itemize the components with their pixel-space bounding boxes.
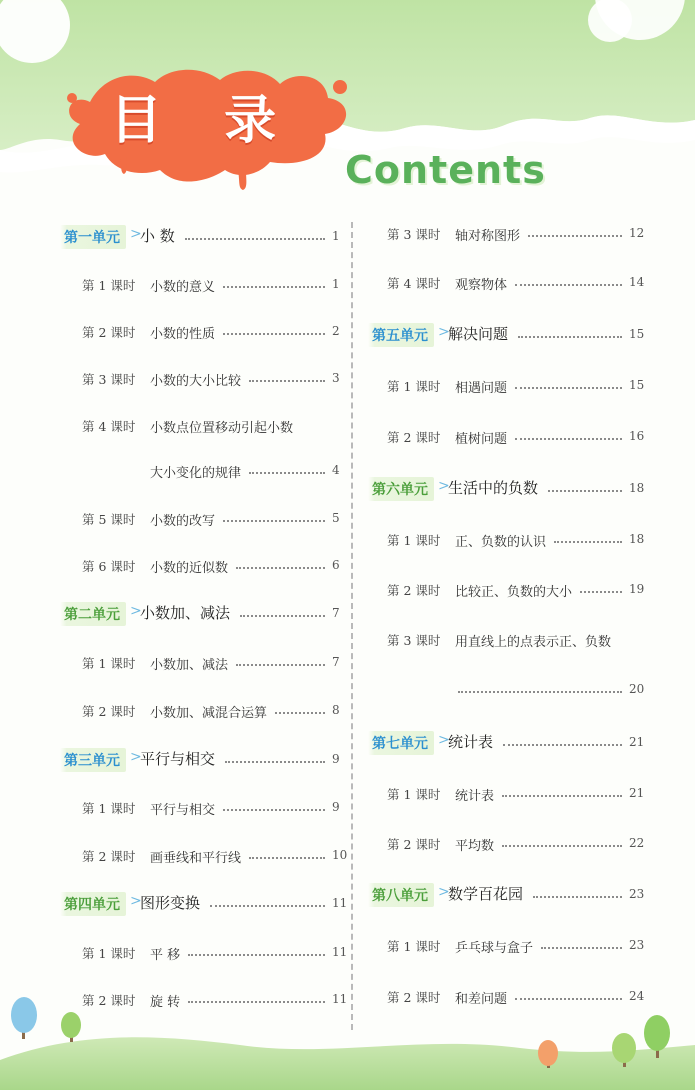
- leader-dots: [503, 744, 622, 746]
- leader-dots: [515, 998, 622, 1000]
- toc-lesson-row: [0, 581, 695, 601]
- toc-lesson-row: [0, 531, 695, 551]
- unit-label: 第二单元: [60, 602, 126, 626]
- lesson-title: 小数的改写: [150, 514, 216, 529]
- lesson-number: 第 2 课时: [387, 430, 441, 445]
- toc-lesson-row: [0, 702, 695, 722]
- lesson-number: 第 3 课时: [82, 372, 136, 387]
- toc-lesson-row: [0, 835, 695, 855]
- lesson-title: 轴对称图形: [455, 229, 521, 244]
- page-number: 7: [332, 606, 340, 620]
- toc-unit-row: [0, 326, 695, 346]
- page-number: 23: [629, 938, 645, 952]
- chevron-right-icon: >: [438, 324, 450, 340]
- page-number: 22: [629, 836, 645, 850]
- lesson-number: 第 2 课时: [82, 849, 136, 864]
- lesson-number: 第 1 课时: [82, 946, 136, 961]
- unit-title: 平行与相交: [140, 750, 216, 768]
- lesson-title: 小数的性质: [150, 327, 216, 342]
- toc-unit-row: [0, 734, 695, 754]
- page-number: 1: [332, 277, 340, 291]
- page-number: 9: [332, 800, 340, 814]
- page-number: 7: [332, 655, 340, 669]
- unit-label: 第六单元: [368, 477, 434, 501]
- toc-unit-row: [0, 886, 695, 906]
- lesson-title: 植树问题: [455, 432, 508, 447]
- lesson-title: 平行与相交: [150, 803, 216, 818]
- leader-dots: [541, 947, 622, 949]
- unit-label: 第四单元: [60, 892, 126, 916]
- page-number: 15: [629, 327, 645, 341]
- lesson-number: 第 1 课时: [82, 656, 136, 671]
- leader-dots: [533, 896, 622, 898]
- page-number: 12: [629, 226, 645, 240]
- toc-lesson-row: [0, 988, 695, 1008]
- page-number: 21: [629, 735, 645, 749]
- page-number: 11: [332, 945, 348, 959]
- leader-dots: [515, 284, 622, 286]
- page-number: 11: [332, 992, 348, 1006]
- leader-dots: [548, 490, 622, 492]
- lesson-number: 第 3 课时: [387, 227, 441, 242]
- lesson-number: 第 2 课时: [387, 583, 441, 598]
- lesson-number: 第 5 课时: [82, 512, 136, 527]
- lesson-number: 第 1 课时: [387, 533, 441, 548]
- lesson-title: 小数的意义: [150, 280, 216, 295]
- chevron-right-icon: >: [130, 749, 142, 765]
- unit-label: 第一单元: [60, 225, 126, 249]
- leader-dots: [240, 615, 325, 617]
- leader-dots: [458, 691, 622, 693]
- chevron-right-icon: >: [438, 732, 450, 748]
- lesson-title: 用直线上的点表示正、负数: [455, 635, 612, 650]
- toc-lesson-row: [0, 785, 695, 805]
- lesson-number: 第 1 课时: [387, 787, 441, 802]
- lesson-title: 旋 转: [150, 995, 181, 1010]
- unit-label: 第五单元: [368, 323, 434, 347]
- lesson-number: 第 1 课时: [387, 939, 441, 954]
- chevron-right-icon: >: [438, 478, 450, 494]
- page-number: 15: [629, 378, 645, 392]
- lesson-title: 小数点位置移动引起小数: [150, 421, 294, 436]
- lesson-title: 统计表: [455, 789, 495, 804]
- lesson-title: 小数的大小比较: [150, 374, 242, 389]
- lesson-number: 第 2 课时: [387, 837, 441, 852]
- lesson-title: 和差问题: [455, 992, 508, 1007]
- lesson-title: 乒乓球与盒子: [455, 941, 534, 956]
- lesson-title: 比较正、负数的大小: [455, 585, 573, 600]
- lesson-number: 第 4 课时: [387, 276, 441, 291]
- lesson-title: 正、负数的认识: [455, 535, 547, 550]
- unit-title: 小数加、减法: [140, 604, 231, 622]
- page-number: 23: [629, 887, 645, 901]
- lesson-number: 第 2 课时: [387, 990, 441, 1005]
- page-title-en: Contents: [345, 148, 546, 192]
- unit-title: 统计表: [448, 733, 494, 751]
- page-number: 24: [629, 989, 645, 1003]
- leader-dots: [223, 520, 325, 522]
- toc-lesson-row: [0, 428, 695, 448]
- toc-lesson-row: [0, 510, 695, 530]
- page-number: 14: [629, 275, 645, 289]
- lesson-title: 画垂线和平行线: [150, 851, 242, 866]
- page-number: 8: [332, 703, 340, 717]
- unit-title: 生活中的负数: [448, 479, 539, 497]
- leader-dots: [554, 541, 622, 543]
- page-number: 3: [332, 371, 340, 385]
- lesson-number: 第 4 课时: [82, 419, 136, 434]
- toc-lesson-row: [0, 274, 695, 294]
- leader-dots: [528, 235, 622, 237]
- leader-dots: [515, 438, 622, 440]
- leader-dots: [236, 664, 325, 666]
- lesson-number: 第 1 课时: [82, 801, 136, 816]
- page-number: 16: [629, 429, 645, 443]
- toc-unit-row: [0, 751, 695, 771]
- toc-lesson-row: [0, 681, 695, 701]
- unit-title: 解决问题: [448, 325, 509, 343]
- page-number: 4: [332, 463, 340, 477]
- page-number: 6: [332, 558, 340, 572]
- unit-title: 小 数: [140, 227, 175, 245]
- chevron-right-icon: >: [130, 226, 142, 242]
- lesson-number: 第 1 课时: [82, 278, 136, 293]
- leader-dots: [249, 857, 325, 859]
- lesson-title: 小数的近似数: [150, 561, 229, 576]
- leader-dots: [249, 472, 325, 474]
- toc-lesson-row: [0, 225, 695, 245]
- page-number: 2: [332, 324, 340, 338]
- page-number: 11: [332, 896, 348, 910]
- leader-dots: [502, 795, 622, 797]
- toc-lesson-row: [0, 462, 695, 482]
- lesson-title-continued: 大小变化的规律: [150, 466, 242, 481]
- toc-lesson-row: [0, 377, 695, 397]
- unit-label: 第八单元: [368, 883, 434, 907]
- lesson-title: 小数加、减混合运算: [150, 706, 268, 721]
- toc-lesson-row: [0, 937, 695, 957]
- page-title-cn: 目 录: [110, 91, 299, 151]
- lesson-number: 第 2 课时: [82, 993, 136, 1008]
- unit-title: 数学百花园: [448, 885, 524, 903]
- lesson-title: 平均数: [455, 839, 495, 854]
- unit-label: 第三单元: [60, 748, 126, 772]
- leader-dots: [275, 712, 325, 714]
- leader-dots: [225, 761, 325, 763]
- page-number: 1: [332, 229, 340, 243]
- toc-unit-row: [0, 480, 695, 500]
- page-number: 9: [332, 752, 340, 766]
- leader-dots: [236, 567, 325, 569]
- leader-dots: [580, 591, 622, 593]
- leader-dots: [515, 387, 622, 389]
- lesson-title: 小数加、减法: [150, 658, 229, 673]
- lesson-number: 第 3 课时: [387, 633, 441, 648]
- lesson-title: 平 移: [150, 948, 181, 963]
- toc-unit-row: [0, 605, 695, 625]
- chevron-right-icon: >: [438, 884, 450, 900]
- page-number: 18: [629, 481, 645, 495]
- toc-lesson-row: [0, 654, 695, 674]
- unit-title: 图形变换: [140, 894, 201, 912]
- page-number: 5: [332, 511, 340, 525]
- lesson-title: 相遇问题: [455, 381, 508, 396]
- lesson-number: 第 2 课时: [82, 325, 136, 340]
- lesson-number: 第 2 课时: [82, 704, 136, 719]
- lesson-number: 第 6 课时: [82, 559, 136, 574]
- chevron-right-icon: >: [130, 603, 142, 619]
- page-number: 18: [629, 532, 645, 546]
- toc-lesson-row: [0, 557, 695, 577]
- page-number: 21: [629, 786, 645, 800]
- page-number: 20: [629, 682, 645, 696]
- lesson-title: 观察物体: [455, 278, 508, 293]
- page-number: 10: [332, 848, 348, 862]
- leader-dots: [502, 845, 622, 847]
- leader-dots: [518, 336, 622, 338]
- page-number: 19: [629, 582, 645, 596]
- lesson-number: 第 1 课时: [387, 379, 441, 394]
- unit-label: 第七单元: [368, 731, 434, 755]
- chevron-right-icon: >: [130, 893, 142, 909]
- toc-lesson-row: [0, 631, 695, 651]
- leader-dots: [223, 809, 325, 811]
